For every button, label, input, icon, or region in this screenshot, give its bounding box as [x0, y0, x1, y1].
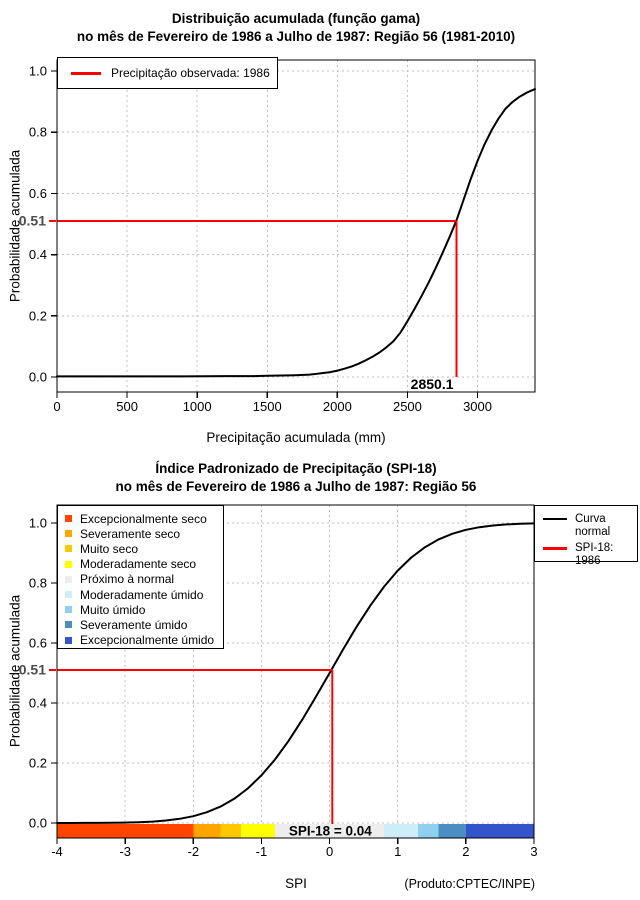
category-color-swatch — [65, 606, 72, 613]
x-tick-label: 0 — [53, 399, 61, 414]
category-color-swatch — [65, 530, 72, 537]
top-chart-annotation — [19, 212, 457, 377]
legend-item-normal-curve — [535, 513, 637, 539]
legend-item-very-dry — [58, 541, 223, 556]
bottom-chart-subtitle: no mês de Fevereiro de 1986 a Julho de 1987: Região 56 — [115, 479, 477, 494]
bottom-chart-x-axis-label: SPI — [285, 876, 307, 891]
y-tick-label: 1.0 — [28, 515, 47, 531]
legend-label: Curva normal — [575, 513, 611, 538]
legend-item-moderately-dry — [58, 557, 223, 572]
legend-label: SPI-18: 1986 — [575, 542, 614, 567]
x-tick-label: -4 — [51, 844, 63, 859]
top-chart-title: Distribuição acumulada (função gama) — [171, 11, 421, 26]
legend-label: Precipitação observada: 1986 — [111, 66, 270, 80]
x-tick-label: 1500 — [252, 399, 282, 414]
y-tick-label: 0.6 — [28, 185, 47, 201]
legend-item-very-wet — [58, 602, 223, 617]
category-label: Excepcionalmente seco — [80, 511, 207, 526]
legend-item-severely-dry — [58, 526, 223, 541]
category-color-swatch — [65, 561, 72, 568]
category-label: Excepcionalmente úmido — [80, 633, 215, 648]
category-color-swatch — [65, 591, 72, 598]
y-tick-label: 0.0 — [28, 369, 47, 385]
category-color-swatch — [65, 515, 72, 522]
top-chart-gridlines — [57, 60, 535, 392]
bottom-chart-y-axis-label: Probabilidade acumulada — [7, 594, 23, 748]
x-tick-label: 500 — [116, 399, 138, 414]
y-tick-label: 0.0 — [28, 815, 47, 831]
category-label: Próximo à normal — [80, 572, 175, 587]
x-tick-label: 0 — [325, 844, 334, 859]
legend-item-exceptionally-wet — [58, 633, 223, 648]
credit-text: (Produto:CPTEC/INPE) — [404, 877, 535, 891]
legend-item-severely-wet — [58, 617, 223, 632]
y-tick-label: 0.2 — [28, 308, 47, 324]
x-tick-label: 3000 — [463, 399, 492, 414]
category-label: Muito úmido — [80, 602, 146, 617]
y-tick-label: 1.0 — [28, 63, 47, 79]
category-color-swatch — [65, 545, 72, 552]
x-tick-label: -2 — [187, 844, 200, 859]
legend-item-moderately-wet — [58, 587, 223, 602]
spi-value-label: SPI-18 = 0.04 — [288, 823, 372, 839]
top-chart-x-axis-label: Precipitação acumulada (mm) — [206, 430, 386, 445]
red-line-sample — [71, 72, 101, 75]
bottom-chart-title: Índice Padronizado de Precipitação (SPI-18) — [155, 461, 437, 476]
y-tick-label: 0.8 — [28, 575, 47, 591]
top-chart-frame — [57, 60, 535, 392]
legend-item-near-normal — [58, 572, 223, 587]
precipitation-value-label: 2850.1 — [410, 376, 454, 392]
spi-category-legend — [57, 505, 224, 649]
top-chart-y-axis-label: Probabilidade acumulada — [7, 149, 23, 303]
category-color-swatch — [65, 637, 72, 644]
red-line-sample — [543, 547, 567, 550]
x-tick-label: 1000 — [182, 399, 212, 414]
top-chart-subtitle: no mês de Fevereiro de 1986 a Julho de 1987: Região 56 (1981-2010) — [76, 29, 516, 44]
x-tick-label: 1 — [394, 844, 402, 859]
y-tick-label: 0.8 — [28, 124, 47, 140]
black-line-sample — [543, 518, 567, 520]
category-label: Muito seco — [80, 541, 139, 556]
x-tick-label: 3 — [530, 844, 538, 859]
x-tick-label: 2500 — [392, 399, 422, 414]
y-tick-label: 0.4 — [28, 695, 47, 711]
y-tick-label: 0.6 — [28, 635, 47, 651]
category-label: Severamente seco — [80, 526, 181, 541]
bottom-chart-annotation — [19, 662, 333, 825]
bottom-chart-curve-legend — [534, 505, 638, 567]
legend-item-spi-1986 — [535, 542, 637, 568]
probability-annotation-label: 0.51 — [18, 661, 46, 678]
legend-item-exceptionally-dry — [58, 511, 223, 526]
x-tick-label: -1 — [255, 844, 268, 859]
top-chart-axes — [29, 64, 492, 415]
x-tick-label: -3 — [119, 844, 131, 859]
category-label: Severamente úmido — [80, 617, 188, 632]
probability-annotation-label: 0.51 — [18, 212, 46, 229]
category-color-swatch — [65, 576, 72, 583]
y-tick-label: 0.2 — [28, 755, 47, 771]
category-color-swatch — [65, 621, 72, 628]
x-tick-label: 2000 — [322, 399, 352, 414]
y-tick-label: 0.4 — [28, 247, 47, 263]
top-chart-legend — [57, 57, 278, 89]
x-tick-label: 2 — [462, 844, 470, 859]
category-label: Moderadamente seco — [80, 557, 197, 572]
category-label: Moderadamente úmido — [80, 587, 204, 602]
top-chart-plot — [19, 60, 535, 414]
